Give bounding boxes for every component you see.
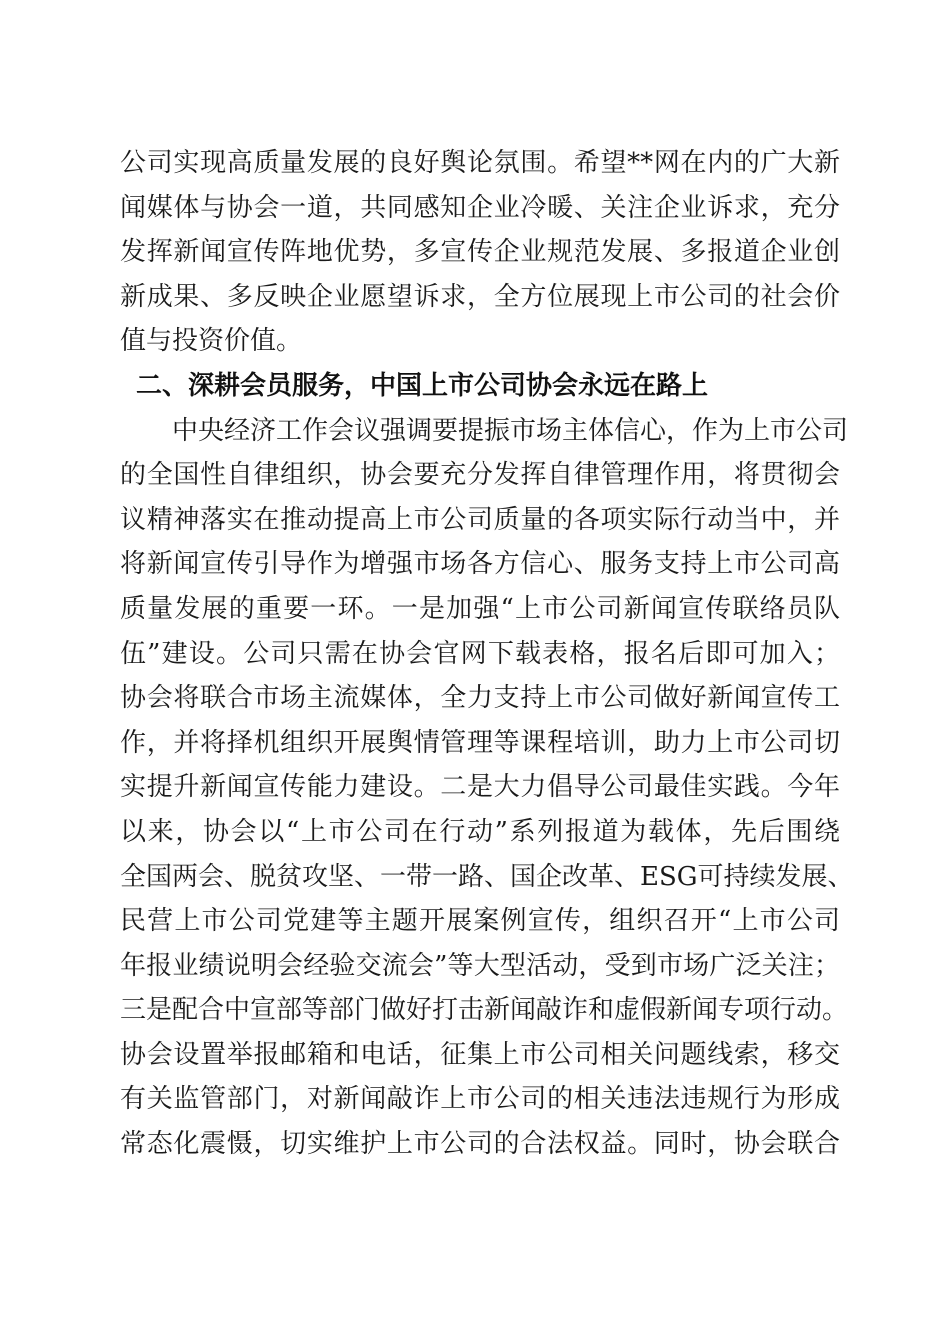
text-line: 值与投资价值。: [120, 326, 303, 357]
text-line: 作，并将择机组织开展舆情管理等课程培训，助力上市公司切: [120, 727, 840, 758]
text-line: 民营上市公司党建等主题开展案例宣传，组织召开“上市公司: [120, 906, 840, 937]
text-line: 质量发展的重要一环。一是加强“上市公司新闻宣传联络员队: [120, 593, 840, 624]
text-line: 实提升新闻宣传能力建设。二是大力倡导公司最佳实践。今年: [120, 772, 840, 803]
text-line: 以来，协会以“上市公司在行动”系列报道为载体，先后围绕: [120, 816, 840, 847]
text-line: 闻媒体与协会一道，共同感知企业冷暖、关注企业诉求，充分: [120, 192, 840, 223]
text-line: 公司实现高质量发展的良好舆论氛围。希望**网在内的广大新: [120, 148, 840, 178]
text-line: 常态化震慑，切实维护上市公司的合法权益。同时，协会联合: [120, 1129, 840, 1160]
text-line: 新成果、多反映企业愿望诉求，全方位展现上市公司的社会价: [120, 281, 840, 312]
text-line: 三是配合中宣部等部门做好打击新闻敲诈和虚假新闻专项行动。: [120, 995, 849, 1026]
section-heading: 二、深耕会员服务，中国上市公司协会永远在路上: [136, 370, 709, 401]
text-line: 发挥新闻宣传阵地优势，多宣传企业规范发展、多报道企业创: [120, 237, 840, 268]
text-line: 协会设置举报邮箱和电话，征集上市公司相关问题线索，移交: [120, 1039, 840, 1070]
document-page: [120, 141, 854, 1167]
text-line: 将新闻宣传引导作为增强市场各方信心、服务支持上市公司高: [120, 549, 840, 580]
text-line: 中央经济工作会议强调要提振市场主体信心，作为上市公司: [172, 415, 849, 446]
text-line: 协会将联合市场主流媒体，全力支持上市公司做好新闻宣传工: [120, 683, 840, 714]
text-line: 有关监管部门，对新闻敲诈上市公司的相关违法违规行为形成: [120, 1084, 840, 1115]
text-line: 全国两会、脱贫攻坚、一带一路、国企改革、ESG可持续发展、: [120, 861, 854, 892]
paragraph-2: [120, 409, 854, 1167]
paragraph-1: [120, 141, 840, 364]
text-line: 议精神落实在推动提高上市公司质量的各项实际行动当中，并: [120, 504, 840, 535]
text-line: 的全国性自律组织，协会要充分发挥自律管理作用，将贯彻会: [120, 460, 840, 491]
text-line: 年报业绩说明会经验交流会”等大型活动，受到市场广泛关注；: [120, 950, 840, 981]
text-line: 伍”建设。公司只需在协会官网下载表格，报名后即可加入；: [120, 638, 840, 669]
